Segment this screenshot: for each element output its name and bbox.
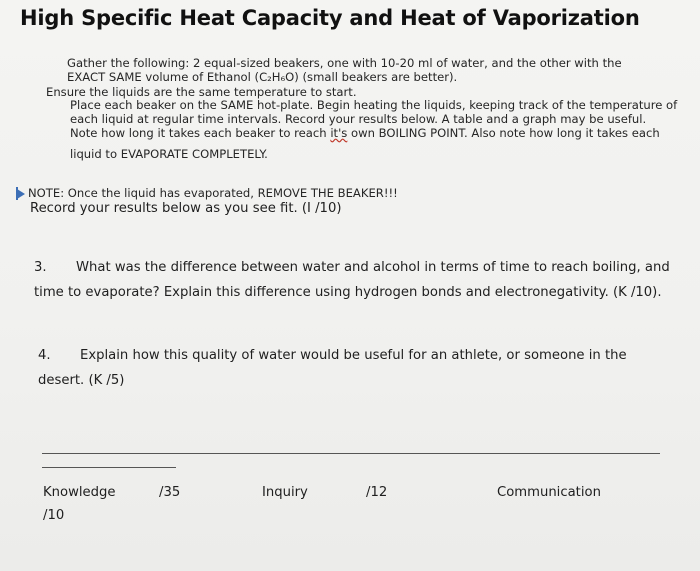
answer-divider-short: [42, 467, 176, 468]
question-3-line-1: What was the difference between water and alcohol in terms of time to reach boiling, and: [76, 260, 670, 275]
knowledge-sub-score: /10: [43, 508, 65, 523]
question-4-line-1: Explain how this quality of water would be useful for an athlete, or someone in the: [80, 348, 627, 363]
inquiry-total: /12: [366, 485, 388, 500]
instruction-line-7: liquid to EVAPORATE COMPLETELY.: [70, 147, 268, 161]
record-instruction: Record your results below as you see fit. (I /10): [30, 201, 342, 216]
knowledge-total: /35: [159, 485, 181, 500]
question-3-number: 3.: [34, 260, 47, 275]
communication-label: Communication: [497, 485, 601, 500]
spellcheck-word: it's: [330, 126, 348, 140]
instruction-line-3: Ensure the liquids are the same temperature to start.: [46, 85, 357, 99]
instruction-line-2: EXACT SAME volume of Ethanol (C₂H₆O) (small beakers are better).: [67, 70, 458, 84]
instruction-line-6-start: Note how long it takes each beaker to reach: [70, 126, 331, 140]
question-4-number: 4.: [38, 348, 51, 363]
question-3-line-2: time to evaporate? Explain this difference using hydrogen bonds and electronegativity. (K /10).: [34, 285, 662, 300]
inquiry-label: Inquiry: [262, 485, 308, 500]
question-4-line-2: desert. (K /5): [38, 373, 125, 388]
knowledge-label: Knowledge: [43, 485, 116, 500]
instruction-line-6: [70, 126, 660, 140]
instruction-line-5: each liquid at regular time intervals. Record your results below. A table and a graph may be useful.: [70, 112, 647, 126]
instruction-line-6-end: own BOILING POINT. Also note how long it takes each: [347, 126, 660, 140]
instruction-line-1: Gather the following: 2 equal-sized beakers, one with 10-20 ml of water, and the other with the: [67, 56, 622, 70]
instruction-line-4: Place each beaker on the SAME hot-plate. Begin heating the liquids, keeping track of the temperature of: [70, 98, 678, 112]
flag-icon: [17, 189, 25, 199]
answer-divider-long: [42, 453, 660, 454]
safety-note: NOTE: Once the liquid has evaporated, REMOVE THE BEAKER!!!: [28, 186, 398, 200]
page-title: High Specific Heat Capacity and Heat of Vaporization: [20, 6, 640, 30]
